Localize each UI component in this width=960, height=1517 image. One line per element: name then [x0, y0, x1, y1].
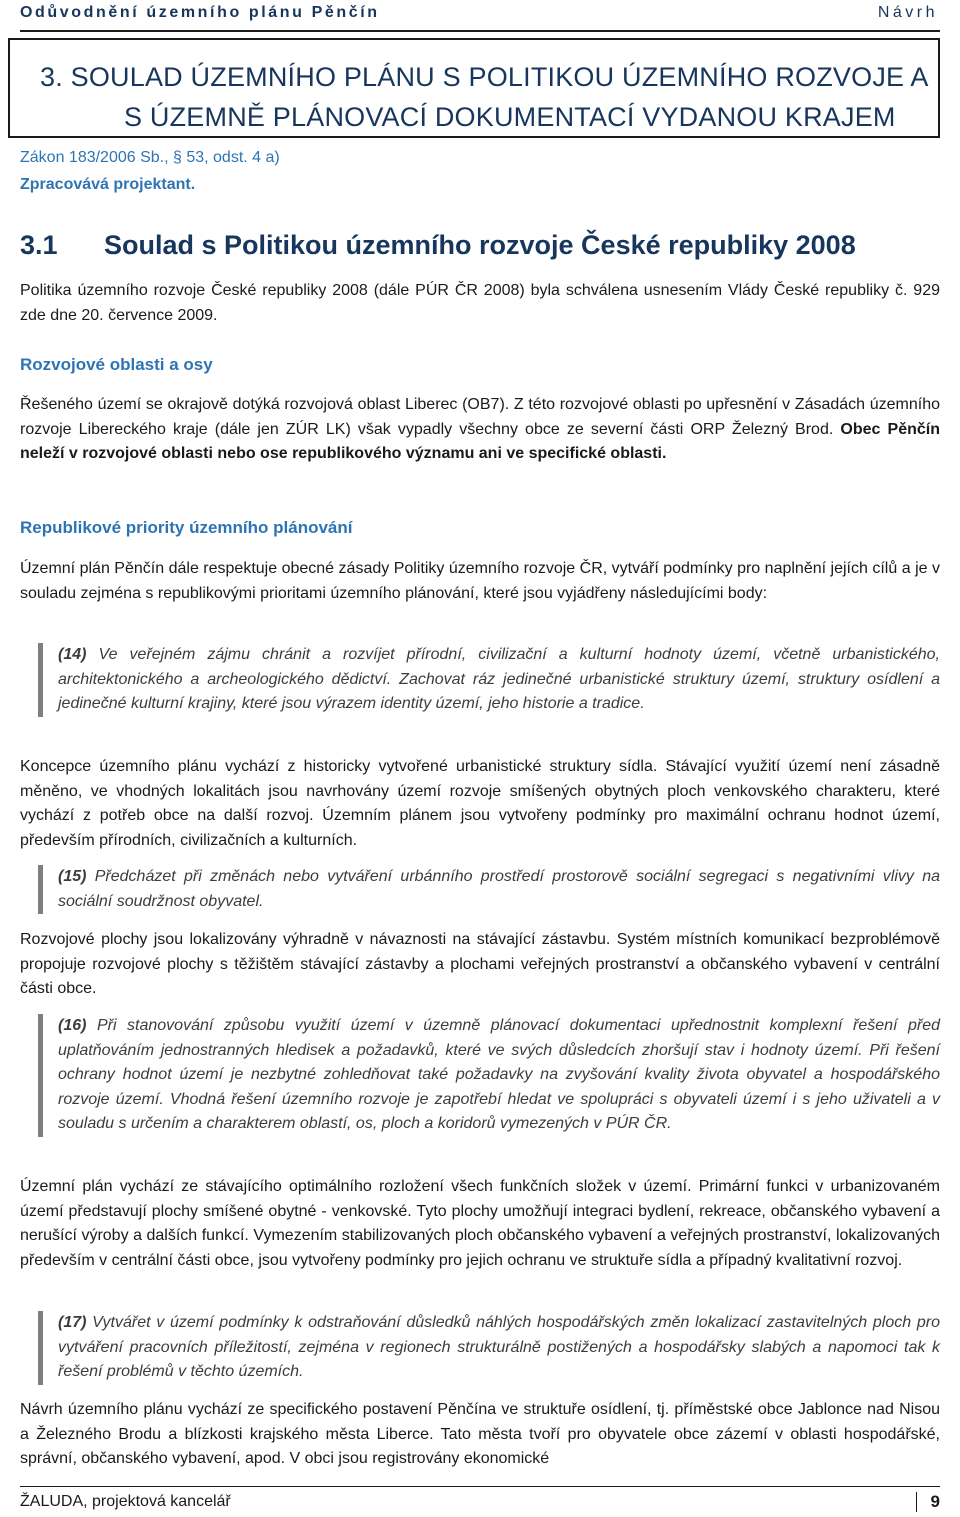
- paragraph-emphasis: Obec Pěnčín neleží v rozvojové oblasti nebo ose republikového významu ani ve specifické oblasti.: [20, 420, 941, 462]
- paragraph-pur-approval: Politika územního rozvoje České republiky 2008 (dále PÚR ČR 2008) byla schválena usnesením Vlády České republiky č. 929 zde dne 20. července 2009.: [20, 282, 940, 324]
- paragraph-priority-intro: Územní plán Pěnčín dále respektuje obecné zásady Politiky územního rozvoje ČR, vytváří podmínky pro naplnění jejích cílů a je v souladu zejména s republikovými prioritami územního plánování, které jsou vyjádřeny následujícími body:: [20, 560, 940, 602]
- heading-republikove-priority: Republikové priority územního plánování: [20, 518, 353, 537]
- paragraph-postaveni-obce: Návrh územního plánu vychází ze specifického postavení Pěnčína ve struktuře osídlení, tj. příměstské obce Jablonce nad Nisou a Železného Brodu a blízkosti krajského města Liberce. Tato města tvoří pro obyvatele obce zázemí v oblasti hospodářské, správní, občanského vybavení, apod. V obci jsou registrovány ekonomické: [20, 1401, 940, 1467]
- chapter-heading-box: [8, 38, 940, 138]
- priority-text: Při stanovování způsobu využití území v územně plánovací dokumentaci upřednostnit komplexní řešení před uplatňováním jednostranných hledisek a požadavků, které ve svých důsledcích zhoršují stav i hodnoty území. Při řešení ochrany hodnot území je nezbytné zohledňovat také požadavky na zvyšování kvality života obyvatel a hospodářského rozvoje území. Vhodná řešení územního rozvoje je zapotřebí hledat ve spolupráci s obyvateli území i s jeho uživateli a v souladu s určením a charakterem oblastí, os, ploch a koridorů vymezených v PÚR ČR.: [58, 1017, 940, 1132]
- priority-number: (16): [58, 1017, 87, 1034]
- page-number: 9: [916, 1492, 940, 1512]
- paragraph-koncepce: Koncepce územního plánu vychází z historicky vytvořené urbanistické struktury sídla. Stávající využití území není zásadně měněno, ve vhodných lokalitách jsou navrhovány území rozvoje smíšených obytných ploch venkovského charakteru, které vychází z potřeb obce na další rozvoj. Územním plánem jsou vytvořeny podmínky pro maximální ochranu hodnot území, především přírodních, civilizačních a kulturních.: [20, 758, 940, 849]
- footer-company: ŽALUDA, projektová kancelář: [20, 1493, 231, 1510]
- priority-quote-14: [38, 643, 940, 717]
- section-heading: [20, 230, 856, 261]
- priority-quote-17: [38, 1311, 940, 1385]
- page-header: [20, 0, 940, 32]
- priority-text: Ve veřejném zájmu chránit a rozvíjet přírodní, civilizační a kulturní hodnoty území, včetně urbanistického, architektonického a archeologického dědictví. Zachovat ráz jedinečné urbanistické struktury území, struktury osídlení a jedinečné kulturní krajiny, které jsou výrazem identity území, jeho historie a tradice.: [58, 646, 940, 712]
- footer-divider: [20, 1486, 940, 1487]
- priority-quote-16: [38, 1014, 940, 1137]
- priority-number: (14): [58, 646, 87, 663]
- section-number: 3.1: [20, 230, 58, 260]
- paragraph-funkcni-slozky: Územní plán vychází ze stávajícího optimálního rozložení všech funkčních složek v území. Primární funkci v urbanizovaném území představují plochy smíšené obytné - venkovské. Tyto plochy umožňují integraci bydlení, rekreace, občanského vybavení a nerušící výroby a dalších funkcí. Vymezením stabilizovaných ploch občanského vybavení a veřejných prostranství, lokalizovaných především v centrální části obce, jsou vytvořeny podmínky pro jejich ochranu ve struktuře sídla a případný kvalitativní rozvoj.: [20, 1178, 940, 1269]
- chapter-title-line1: 3. SOULAD ÚZEMNÍHO PLÁNU S POLITIKOU ÚZEMNÍHO ROZVOJE A: [40, 62, 929, 92]
- header-title: Odůvodnění územního plánu Pěnčín: [20, 4, 380, 21]
- paragraph-rozvojove-plochy: Rozvojové plochy jsou lokalizovány výhradně v návaznosti na stávající zástavbu. Systém místních komunikací bezproblémově propojuje rozvojové plochy s těžištěm stávající zástavby a plochami veřejných prostranství a občanského vybavení v centrální části obce.: [20, 931, 940, 997]
- paragraph-rozvojove-oblasti: [20, 393, 940, 467]
- processor-note: Zpracovává projektant.: [20, 176, 196, 193]
- header-status: Návrh: [877, 4, 938, 21]
- section-title: Soulad s Politikou územního rozvoje České republiky 2008: [104, 230, 856, 260]
- priority-number: (15): [58, 868, 87, 885]
- priority-text: Předcházet při změnách nebo vytváření urbánního prostředí prostorově sociální segregaci s negativními vlivy na sociální soudržnost obyvatel.: [58, 868, 940, 910]
- law-reference: Zákon 183/2006 Sb., § 53, odst. 4 a): [20, 149, 280, 166]
- priority-text: Vytvářet v území podmínky k odstraňování důsledků náhlých hospodářských změn lokalizací zastavitelných ploch pro vytváření pracovních příležitostí, zejména v regionech strukturálně postižených a hospodářsky slabých a napomoci tak k řešení problémů v těchto územích.: [58, 1314, 940, 1380]
- priority-number: (17): [58, 1314, 87, 1331]
- chapter-title-line2: S ÚZEMNĚ PLÁNOVACÍ DOKUMENTACÍ VYDANOU KRAJEM: [124, 102, 896, 132]
- heading-rozvojove-oblasti: Rozvojové oblasti a osy: [20, 355, 213, 374]
- paragraph-text: Řešeného území se okrajově dotýká rozvojová oblast Liberec (OB7). Z této rozvojové oblasti po upřesnění v Zásadách územního rozvoje Libereckého kraje (dále jen ZÚR LK) však vypadly všechny obce ze severní části ORP Železný Brod.: [20, 396, 940, 438]
- priority-quote-15: [38, 865, 940, 914]
